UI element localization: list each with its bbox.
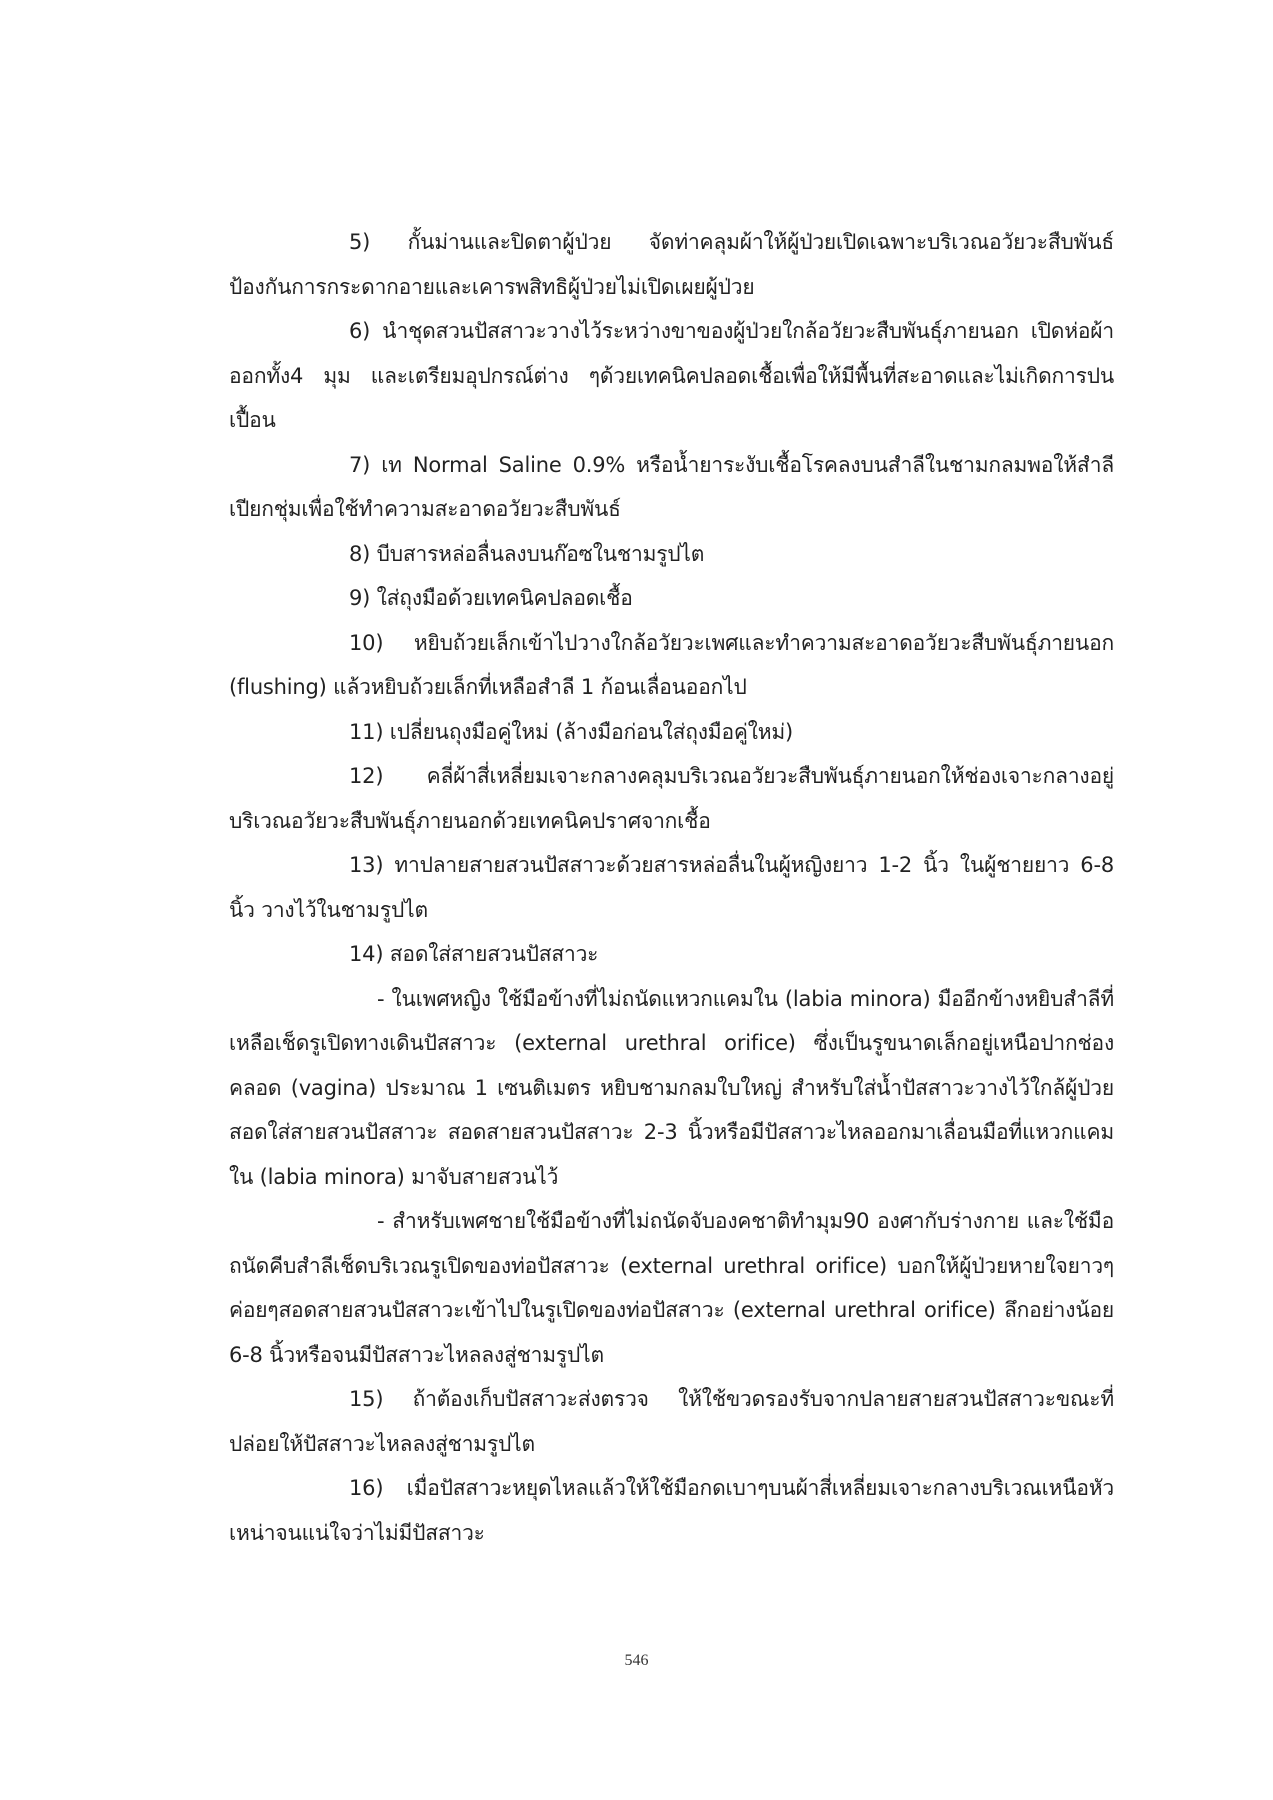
- step-9-paragraph: 9) ใส่ถุงมือด้วยเทคนิคปลอดเชื้อ: [349, 586, 633, 610]
- step-14-paragraph: 14) สอดใส่สายสวนปัสสาวะ: [349, 942, 599, 966]
- step-5-paragraph: 5) กั้นม่านและปิดตาผู้ป่วย จัดท่าคลุมผ้าให้ผู้ป่วยเปิดเฉพาะบริเวณอวัยวะสืบพันธ์ ป้องกันการกระดากอายและเคารพสิทธิผู้ป่วยไม่เปิดเผยผู้ป่วย: [229, 230, 1114, 299]
- step-8-paragraph: 8) บีบสารหล่อลื่นลงบนก๊อซในชามรูปไต: [349, 541, 705, 566]
- step-13-paragraph: 13) ทาปลายสายสวนปัสสาวะด้วยสารหล่อลื่นในผู้หญิงยาว 1-2 นิ้ว ในผู้ชายยาว 6-8 นิ้ว วางไว้ในชามรูปไต: [229, 853, 1114, 922]
- step-10-paragraph: 10) หยิบถ้วยเล็กเข้าไปวางใกล้อวัยวะเพศและทำความสะอาดอวัยวะสืบพันธุ์ภายนอก (flushing) แล้วหยิบถ้วยเล็กที่เหลือสำลี 1 ก้อนเลื่อนออกไป: [229, 630, 1114, 699]
- step-7-paragraph: 7) เท Normal Saline 0.9% หรือน้ำยาระงับเชื้อโรคลงบนสำลีในชามกลมพอให้สำลีเปียกชุ่มเพื่อใช้ทำความสะอาดอวัยวะสืบพันธ์: [229, 452, 1114, 521]
- step-14-female-subparagraph: - ในเพศหญิง ใช้มือข้างที่ไม่ถนัดแหวกแคมใน (labia minora) มืออีกข้างหยิบสำลีที่เหลือเช็ดรูเปิดทางเดินปัสสาวะ (external urethral orifice) ซึ่งเป็นรูขนาดเล็กอยู่เหนือปากช่องคลอด (vagina) ประมาณ 1 เซนติเมตร หยิบชามกลมใบใหญ่ สำหรับใส่น้ำปัสสาวะวางไว้ใกล้ผู้ป่วยสอดใส่สายสวนปัสสาวะ สอดสายสวนปัสสาวะ 2-3 นิ้วหรือมีปัสสาวะไหลออกมาเลื่อนมือที่แหวกแคมใน (labia minora) มาจับสายสวนไว้: [229, 986, 1114, 1189]
- step-15-paragraph: 15) ถ้าต้องเก็บปัสสาวะส่งตรวจ ให้ใช้ขวดรองรับจากปลายสายสวนปัสสาวะขณะที่ปล่อยให้ปัสสาวะไหลลงสู่ชามรูปไต: [229, 1387, 1114, 1456]
- step-11-paragraph: 11) เปลี่ยนถุงมือคู่ใหม่ (ล้างมือก่อนใส่ถุงมือคู่ใหม่): [349, 719, 794, 744]
- step-12-paragraph: 12) คลี่ผ้าสี่เหลี่ยมเจาะกลางคลุมบริเวณอวัยวะสืบพันธุ์ภายนอกให้ช่องเจาะกลางอยู่บริเวณอวัยวะสืบพันธุ์ภายนอกด้วยเทคนิคปราศจากเชื้อ: [229, 764, 1114, 833]
- step-6-paragraph: 6) นำชุดสวนปัสสาวะวางไว้ระหว่างขาของผู้ป่วยใกล้อวัยวะสืบพันธุ์ภายนอก เปิดห่อผ้าออกทั้ง4 มุม และเตรียมอุปกรณ์ต่าง ๆด้วยเทคนิคปลอดเชื้อเพื่อให้มีพื้นที่สะอาดและไม่เกิดการปนเปื้อน: [229, 319, 1114, 432]
- step-14-male-subparagraph: - สำหรับเพศชายใช้มือข้างที่ไม่ถนัดจับองคชาติทำมุม90 องศากับร่างกาย และใช้มือถนัดคีบสำลีเช็ดบริเวณรูเปิดของท่อปัสสาวะ (external urethral orifice) บอกให้ผู้ป่วยหายใจยาวๆค่อยๆสอดสายสวนปัสสาวะเข้าไปในรูเปิดของท่อปัสสาวะ (external urethral orifice) ลึกอย่างน้อย 6-8 นิ้วหรือจนมีปัสสาวะไหลลงสู่ชามรูปไต: [229, 1209, 1114, 1367]
- page-number: 546: [624, 1652, 649, 1669]
- document-body: [229, 220, 1114, 1555]
- step-16-paragraph: 16) เมื่อปัสสาวะหยุดไหลแล้วให้ใช้มือกดเบาๆบนผ้าสี่เหลี่ยมเจาะกลางบริเวณเหนือหัวเหน่าจนแน่ใจว่าไม่มีปัสสาวะ: [229, 1476, 1114, 1545]
